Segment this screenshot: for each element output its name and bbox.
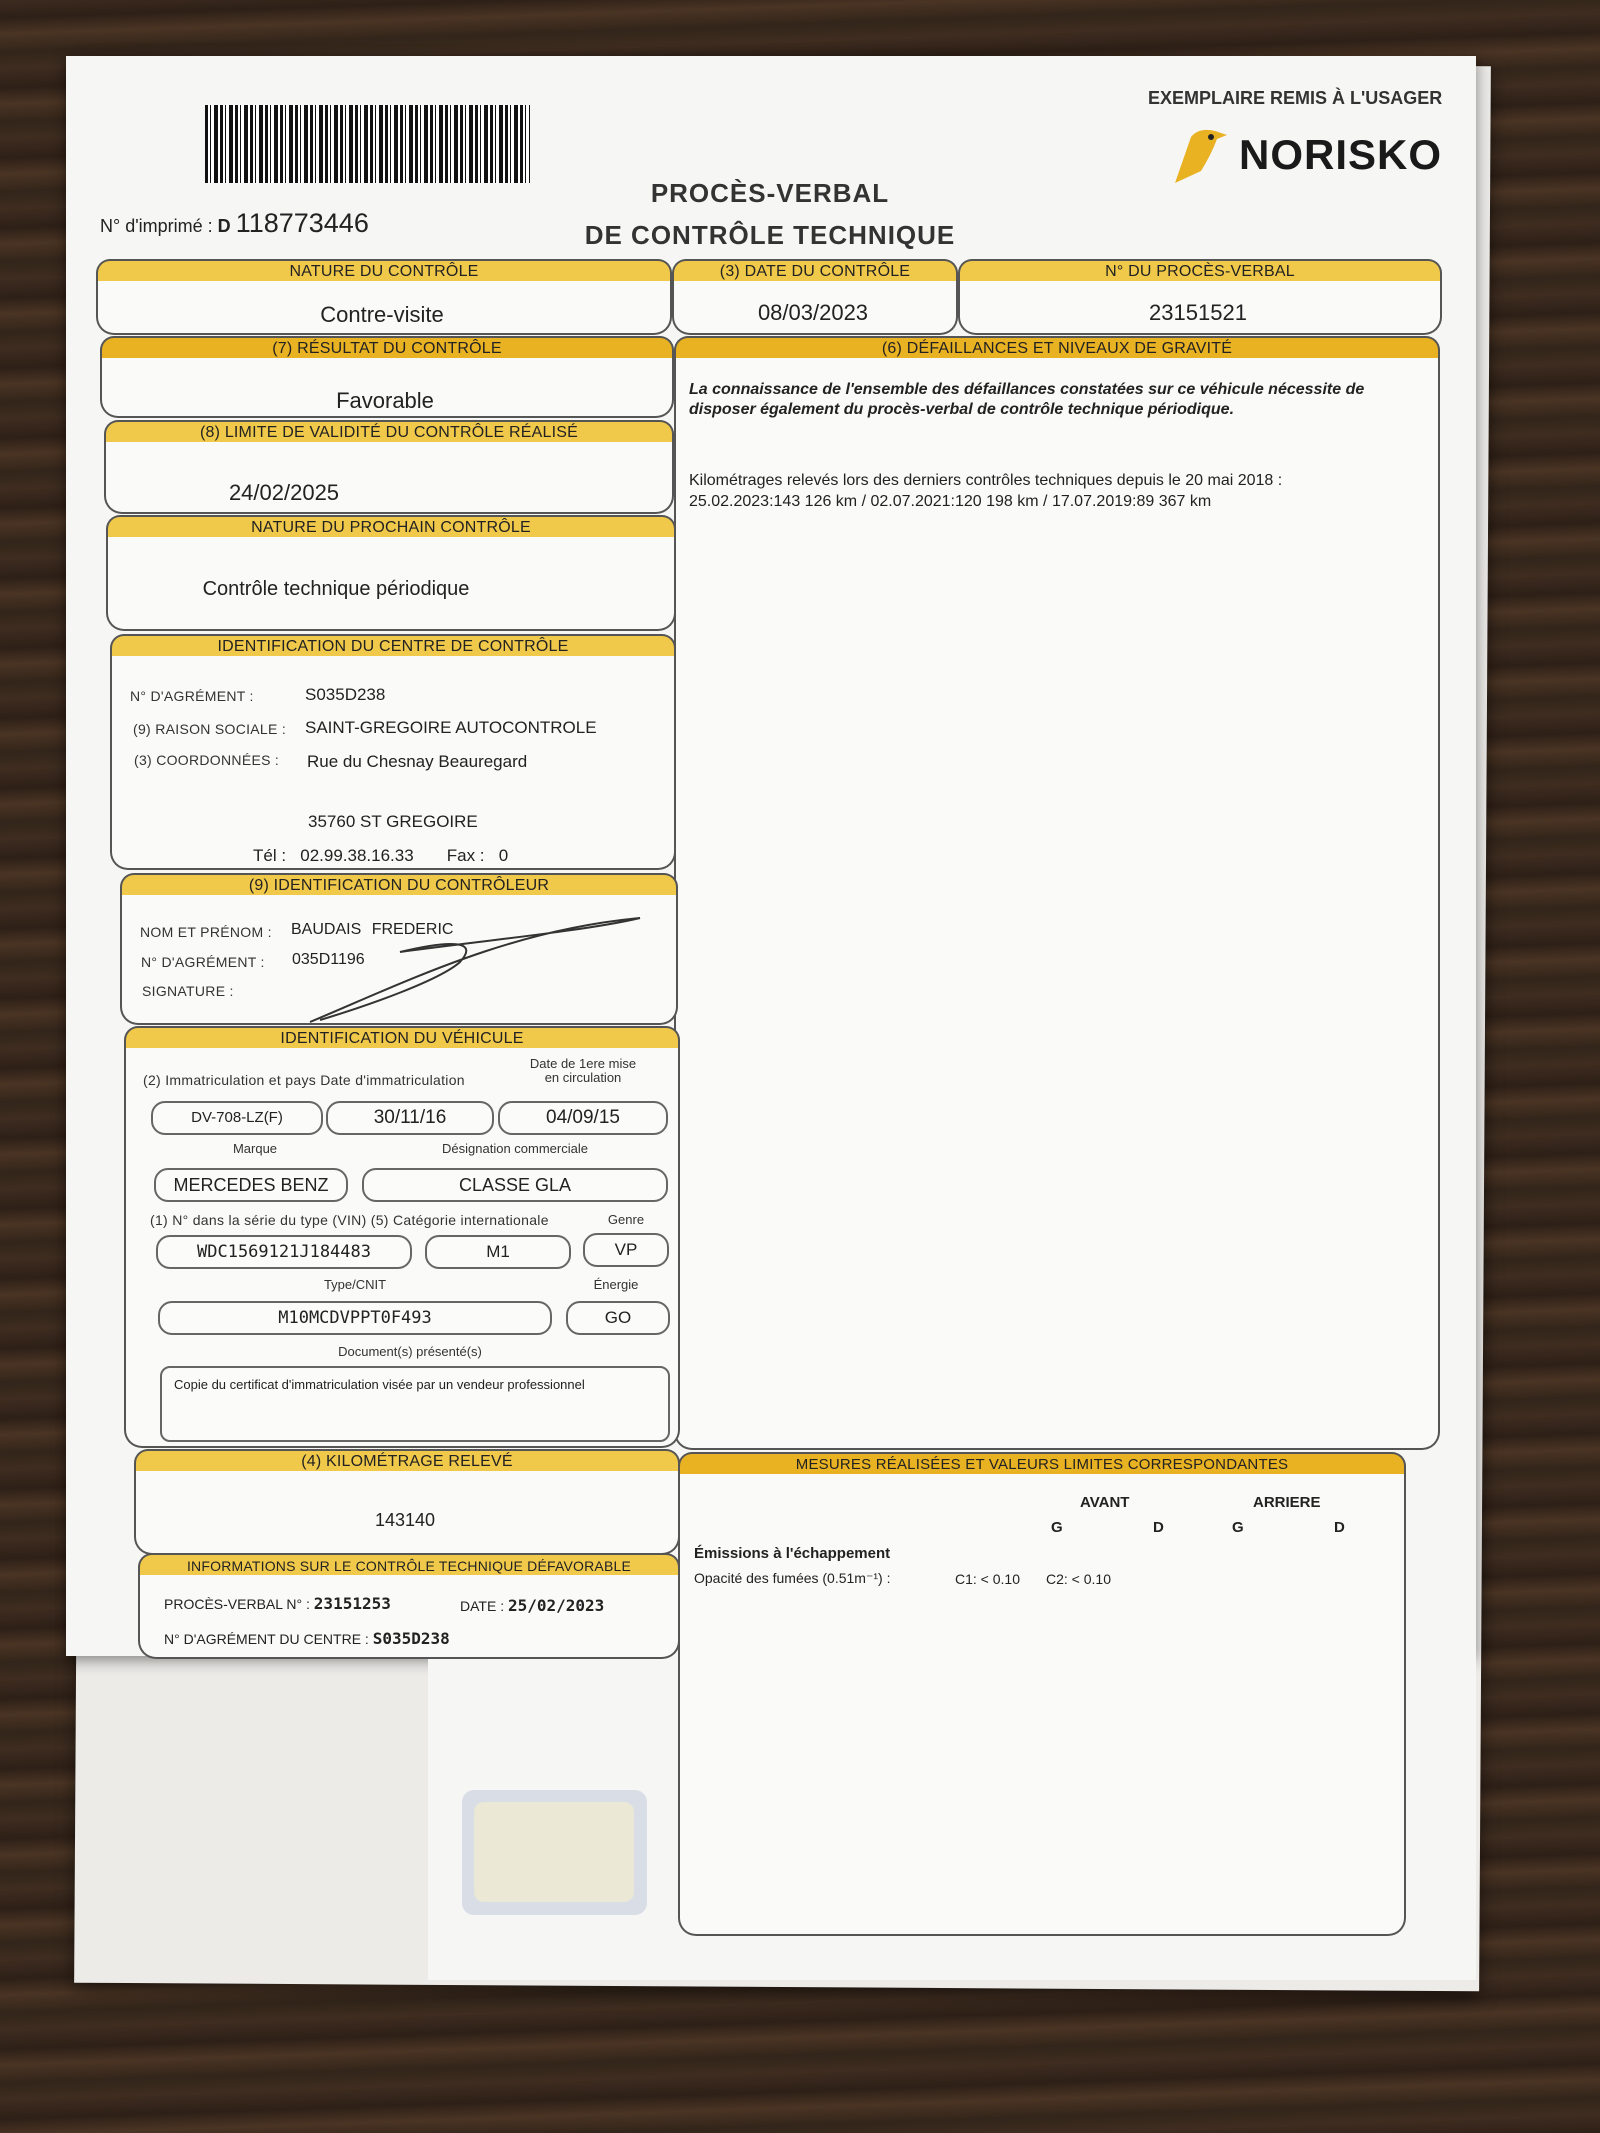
date-tab: (3) DATE DU CONTRÔLE	[672, 259, 958, 283]
emissions-label: Émissions à l'échappement	[694, 1545, 891, 1562]
title-line1: PROCÈS-VERBAL	[650, 178, 890, 208]
first-use-label: Date de 1ere mise en circulation	[529, 1056, 637, 1085]
unfavorable-centre: N° D'AGRÉMENT DU CENTRE : S035D238	[164, 1629, 450, 1648]
marque-label: Marque	[232, 1141, 278, 1156]
defects-tab: (6) DÉFAILLANCES ET NIVEAUX DE GRAVITÉ	[674, 336, 1440, 360]
energy-field: GO	[566, 1301, 670, 1335]
mileage-tab: (4) KILOMÉTRAGE RELEVÉ	[134, 1449, 680, 1473]
marque-field: MERCEDES BENZ	[154, 1168, 348, 1202]
norisko-logo: NORISKO	[1165, 125, 1455, 185]
unfavorable-tab: INFORMATIONS SUR LE CONTRÔLE TECHNIQUE DÉFAVORABLE	[138, 1553, 680, 1577]
reg-label: (2) Immatriculation et pays Date d'immatriculation	[143, 1072, 465, 1088]
centre-address1: Rue du Chesnay Beauregard	[307, 752, 528, 771]
unfavorable-pv: PROCÈS-VERBAL N° : 23151253	[164, 1594, 391, 1613]
controller-agrement: 035D1196	[292, 951, 365, 968]
docs-field: Copie du certificat d'immatriculation visée par un vendeur professionnel	[160, 1366, 670, 1442]
centre-raison-label: (9) RAISON SOCIALE :	[133, 721, 287, 737]
measures-box	[678, 1474, 1406, 1936]
centre-raison: SAINT-GREGOIRE AUTOCONTROLE	[305, 718, 597, 737]
arriere-label: ARRIERE	[1253, 1494, 1321, 1511]
category-field: M1	[425, 1235, 571, 1269]
vin-field: WDC1569121J184483	[156, 1235, 412, 1269]
unfavorable-date: DATE : 25/02/2023	[460, 1596, 605, 1615]
title-line2: DE CONTRÔLE TECHNIQUE	[584, 220, 956, 250]
genre-field: VP	[583, 1233, 669, 1267]
signature-scribble	[290, 910, 650, 1030]
reg-date-field: 30/11/16	[326, 1101, 494, 1135]
barcode	[205, 105, 530, 183]
avant-d: D	[1153, 1519, 1164, 1536]
designation-field: CLASSE GLA	[362, 1168, 668, 1202]
energy-label: Énergie	[593, 1277, 639, 1292]
mileage-value: 143140	[374, 1510, 436, 1530]
vin-label: (1) N° dans la série du type (VIN) (5) Catégorie internationale	[150, 1212, 549, 1228]
opacity-c1: C1: < 0.10	[955, 1571, 1020, 1587]
plate-field: DV-708-LZ(F)	[151, 1101, 323, 1135]
nature-tab: NATURE DU CONTRÔLE	[96, 259, 672, 283]
genre-label: Genre	[607, 1212, 645, 1227]
validity-tab: (8) LIMITE DE VALIDITÉ DU CONTRÔLE RÉALISÉ	[104, 420, 674, 444]
controller-agrement-label: N° D'AGRÉMENT :	[141, 954, 265, 970]
centre-address2: 35760 ST GREGOIRE	[308, 812, 478, 831]
next-value: Contrôle technique périodique	[202, 578, 470, 600]
vehicle-tab: IDENTIFICATION DU VÉHICULE	[124, 1026, 680, 1050]
copy-label: EXEMPLAIRE REMIS À L'USAGER	[1148, 88, 1443, 108]
centre-coord-label: (3) COORDONNÉES :	[134, 752, 280, 768]
pv-tab: N° DU PROCÈS-VERBAL	[958, 259, 1442, 283]
arriere-g: G	[1232, 1519, 1244, 1536]
result-tab: (7) RÉSULTAT DU CONTRÔLE	[100, 336, 674, 360]
centre-agrement-label: N° D'AGRÉMENT :	[130, 688, 254, 704]
print-number: N° d'imprimé : D 118773446	[100, 208, 369, 238]
first-use-field: 04/09/15	[498, 1101, 668, 1135]
arriere-d: D	[1334, 1519, 1345, 1536]
centre-tab: IDENTIFICATION DU CENTRE DE CONTRÔLE	[110, 634, 676, 658]
controller-name: BAUDAIS FREDERIC	[291, 921, 454, 938]
pv-value: 23151521	[1149, 300, 1247, 325]
sticker-window	[462, 1790, 647, 1915]
opacity-label: Opacité des fumées (0.51m⁻¹) :	[694, 1570, 891, 1586]
validity-value: 24/02/2025	[228, 480, 340, 505]
defects-box	[674, 358, 1440, 1450]
km-history-line1: Kilométrages relevés lors des derniers contrôles techniques depuis le 20 mai 2018 :	[689, 472, 1283, 489]
docs-label: Document(s) présenté(s)	[338, 1344, 482, 1359]
km-history-line2: 25.02.2023:143 126 km / 02.07.2021:120 198 km / 17.07.2019:89 367 km	[689, 493, 1212, 510]
controller-name-label: NOM ET PRÉNOM :	[140, 924, 272, 940]
opacity-c2: C2: < 0.10	[1046, 1571, 1111, 1587]
nature-value: Contre-visite	[320, 302, 444, 327]
avant-label: AVANT	[1080, 1494, 1130, 1511]
defects-note: La connaissance de l'ensemble des défaillances constatées sur ce véhicule nécessite de disposer également du procès-verbal de contrôle technique périodique.	[689, 381, 1365, 418]
result-value: Favorable	[336, 388, 434, 413]
type-label: Type/CNIT	[323, 1277, 387, 1292]
signature-label: SIGNATURE :	[142, 983, 234, 999]
avant-g: G	[1051, 1519, 1063, 1536]
measures-tab: MESURES RÉALISÉES ET VALEURS LIMITES CORRESPONDANTES	[678, 1452, 1406, 1476]
next-tab: NATURE DU PROCHAIN CONTRÔLE	[106, 515, 676, 539]
controller-tab: (9) IDENTIFICATION DU CONTRÔLEUR	[120, 873, 678, 897]
centre-tel: Tél : 02.99.38.16.33 Fax : 0	[253, 846, 509, 865]
centre-agrement: S035D238	[305, 685, 386, 704]
type-field: M10MCDVPPT0F493	[158, 1301, 552, 1335]
date-value: 08/03/2023	[757, 300, 869, 325]
designation-label: Désignation commerciale	[442, 1141, 588, 1156]
